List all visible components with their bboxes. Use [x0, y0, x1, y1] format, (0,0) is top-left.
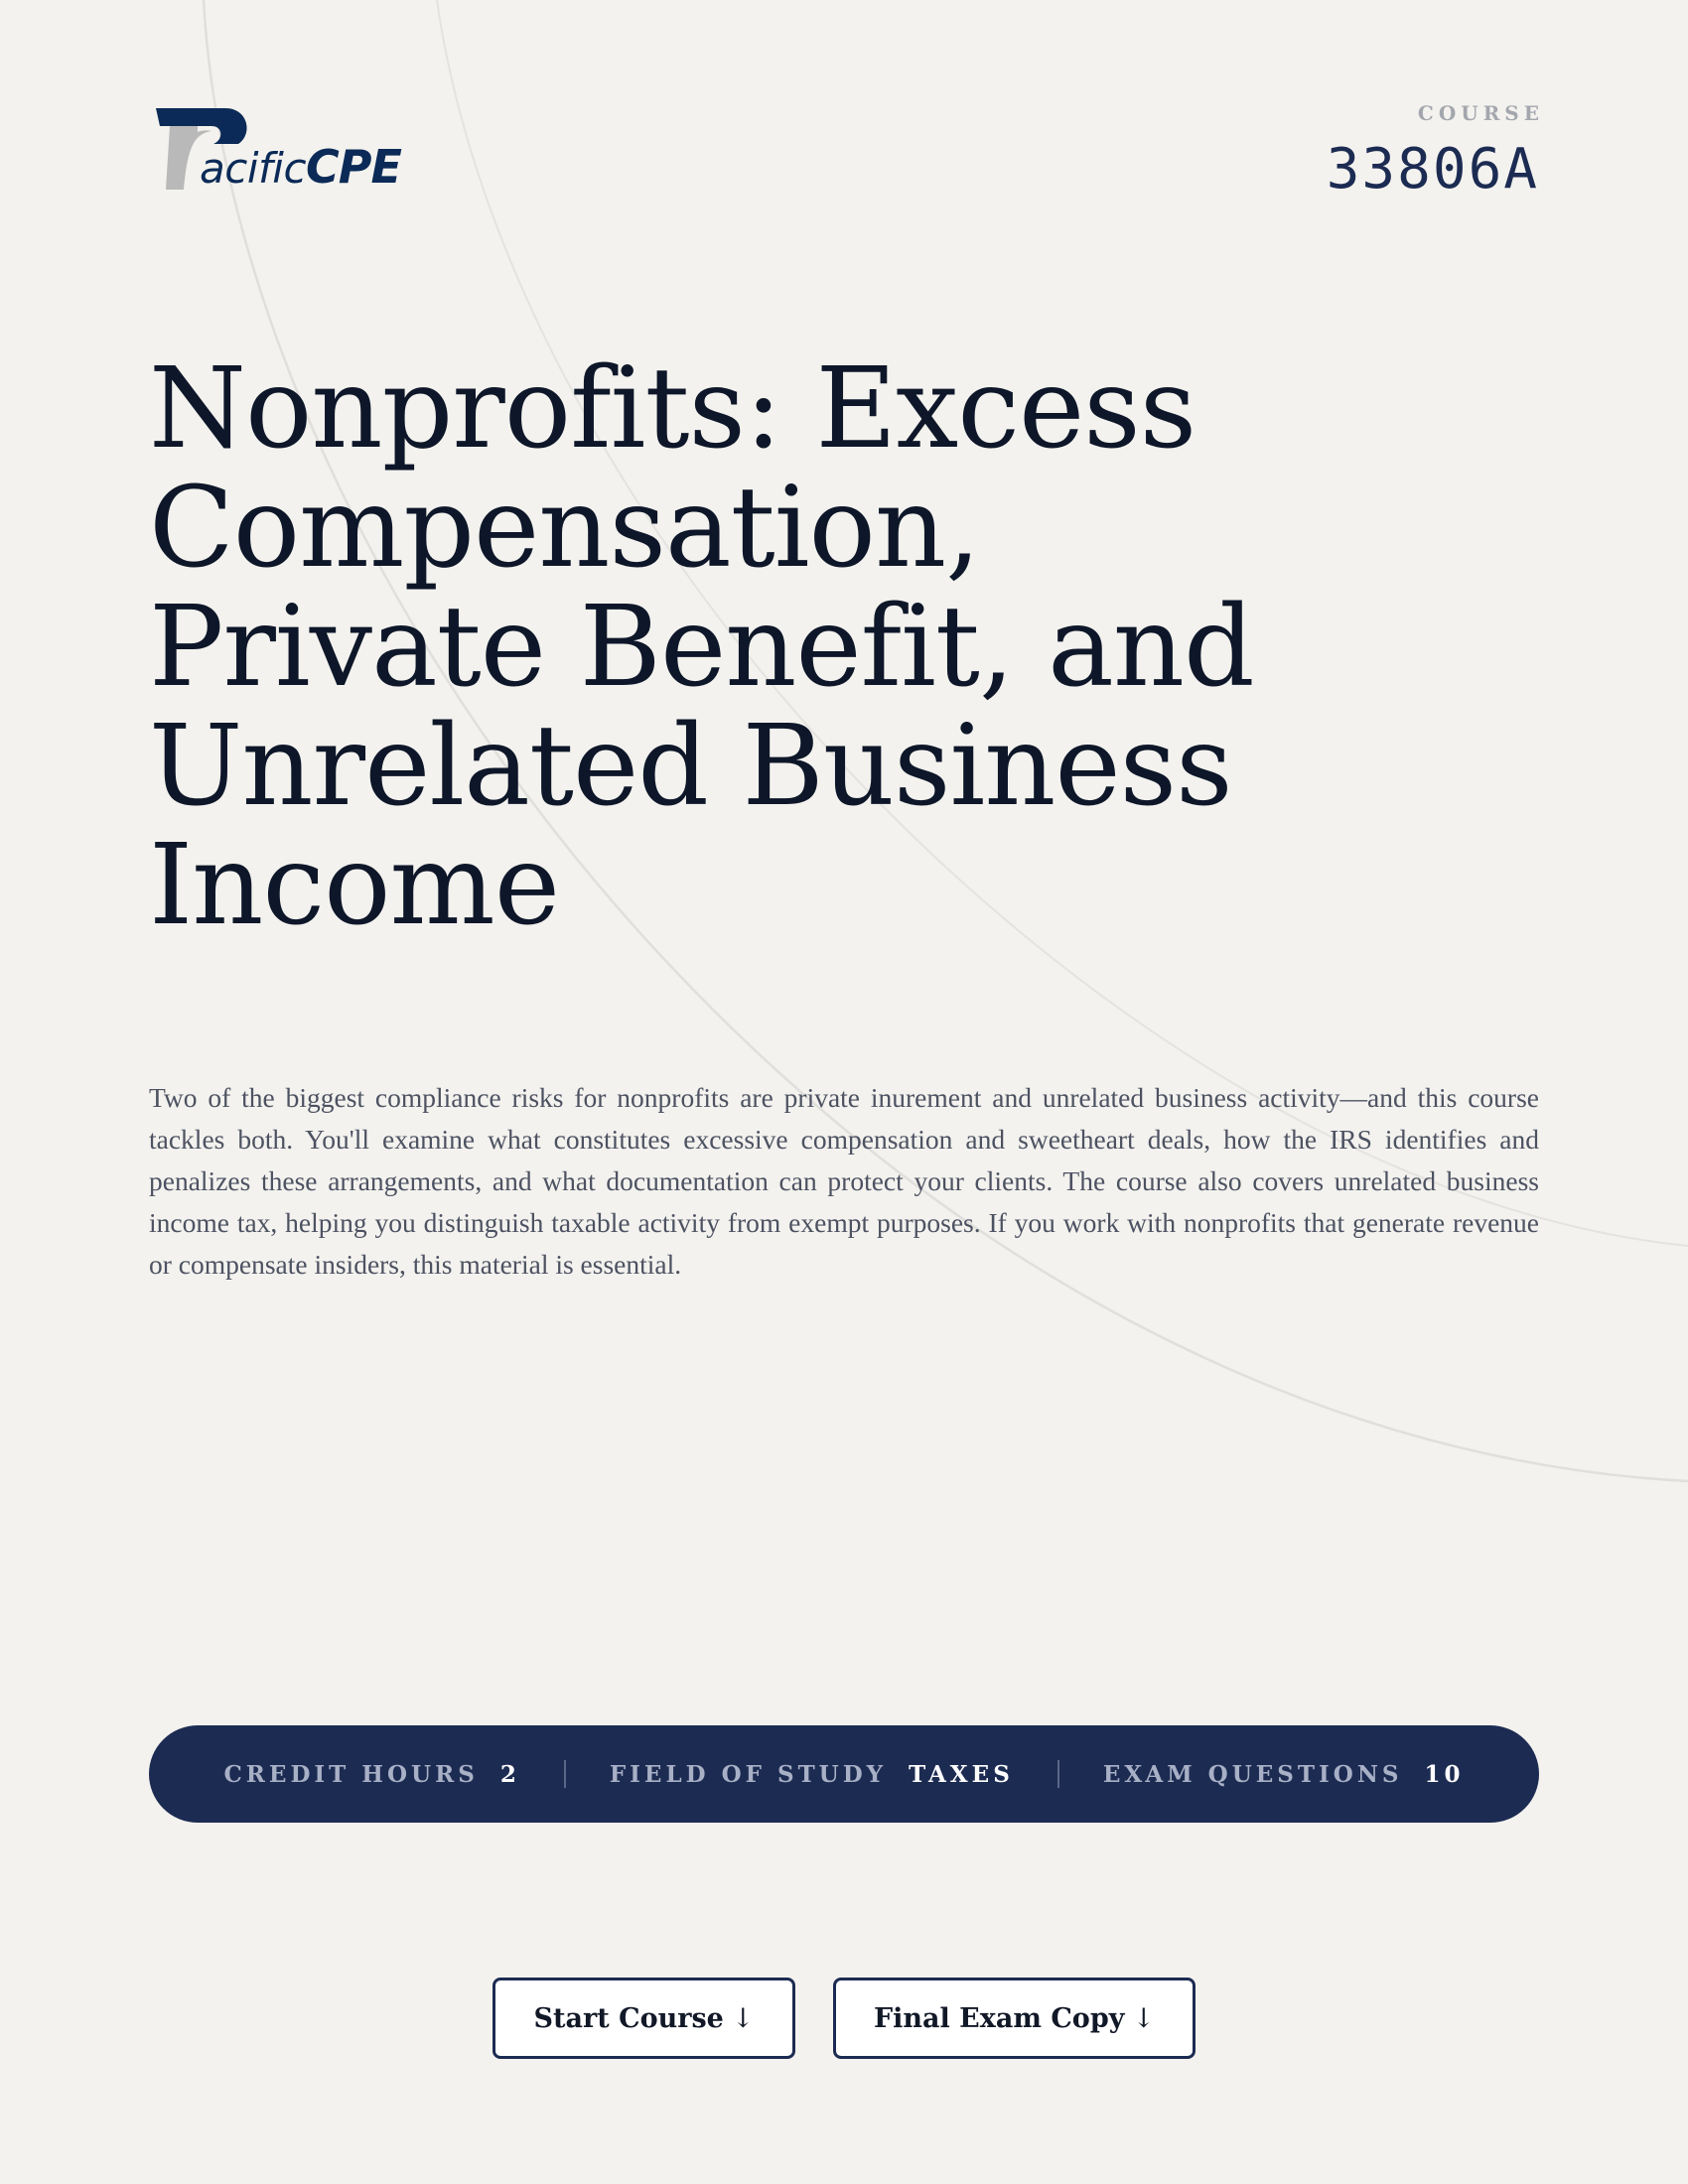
credit-hours-item [224, 1761, 520, 1788]
start-course-button[interactable] [492, 1978, 795, 2059]
start-course-label: Start Course [533, 2002, 724, 2034]
logo-text-regular: acific [200, 144, 307, 193]
exam-questions-label: EXAM QUESTIONS [1102, 1760, 1403, 1788]
course-title: Nonprofits: Excess Compensation, Private Benefit, and Unrelated Business Income [149, 344, 1254, 950]
field-of-study-item [610, 1761, 1014, 1788]
logo-wordmark [200, 140, 401, 194]
course-code-block [1326, 101, 1544, 202]
course-info-bar [149, 1725, 1539, 1823]
arrow-down-icon: ↓ [731, 2002, 755, 2034]
exam-questions-item [1103, 1761, 1465, 1788]
pacific-cpe-logo[interactable] [154, 104, 412, 204]
logo-text-bold: CPE [306, 140, 401, 194]
info-divider [564, 1760, 566, 1788]
info-divider [1057, 1760, 1059, 1788]
course-code: 33806A [1326, 137, 1539, 202]
exam-questions-value: 10 [1424, 1760, 1465, 1788]
course-description: Two of the biggest compliance risks for nonprofits are private inurement and unrelated business activity—and this course tackles both. You'll examine what constitutes excessive compensation and sweetheart deals, how the IRS identifies and penalizes these arrangements, and what documentation can protect your clients. The course also covers unrelated business income tax, helping you distinguish taxable activity from exempt purposes. If you work with nonprofits that generate revenue or compensate insiders, this material is essential. [149, 1082, 1539, 1280]
credit-hours-label: CREDIT HOURS [223, 1760, 479, 1788]
arrow-down-icon: ↓ [1132, 2002, 1156, 2034]
course-label: COURSE [1417, 101, 1544, 125]
credit-hours-value: 2 [499, 1760, 520, 1788]
field-of-study-label: FIELD OF STUDY [609, 1760, 888, 1788]
final-exam-copy-label: Final Exam Copy [873, 2002, 1125, 2034]
field-of-study-value: TAXES [909, 1760, 1014, 1788]
final-exam-copy-button[interactable] [833, 1978, 1196, 2059]
